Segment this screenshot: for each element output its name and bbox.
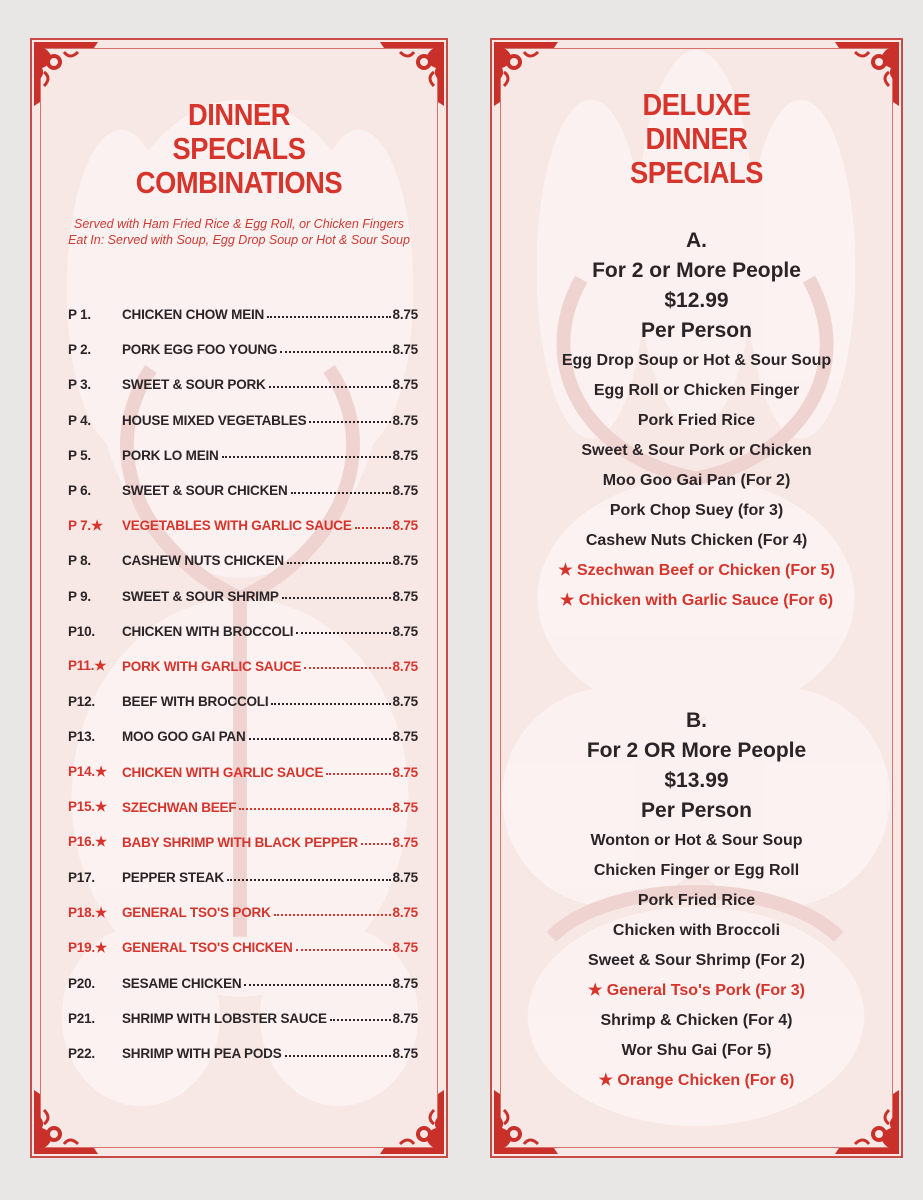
item-price: 8.75 xyxy=(392,623,418,639)
special-item: Wonton or Hot & Sour Soup xyxy=(590,832,803,849)
item-code: P 2. xyxy=(68,342,91,358)
title-line: SPECIALS xyxy=(172,131,306,166)
item-code: P21. xyxy=(68,1010,95,1026)
item-price: 8.75 xyxy=(392,483,418,499)
item-code: P 6. xyxy=(68,483,91,499)
menu-item-row xyxy=(68,790,418,825)
menu-item-row xyxy=(68,719,418,754)
title-line: DINNER xyxy=(645,121,748,156)
item-price: 8.75 xyxy=(392,729,418,745)
corner-ornament-icon xyxy=(835,1090,899,1154)
item-price: 8.75 xyxy=(392,447,418,463)
item-code: P14.★ xyxy=(68,764,107,780)
item-price: 8.75 xyxy=(392,518,418,534)
special-item: Egg Drop Soup or Hot & Sour Soup xyxy=(561,352,832,369)
dot-leader xyxy=(269,386,391,388)
item-name: SWEET & SOUR SHRIMP xyxy=(122,588,279,604)
item-name: SESAME CHICKEN xyxy=(122,975,242,991)
special-b xyxy=(492,706,901,1096)
menu-item-row xyxy=(68,1001,418,1036)
item-price: 8.75 xyxy=(392,1010,418,1026)
item-price: 8.75 xyxy=(392,377,418,393)
item-name: BEEF WITH BROCCOLI xyxy=(122,694,269,710)
special-b-items xyxy=(492,826,901,1096)
menu-item-row xyxy=(68,367,418,402)
item-name: SZECHWAN BEEF xyxy=(122,799,237,815)
item-code: P 3. xyxy=(68,377,91,393)
item-name: HOUSE MIXED VEGETABLES xyxy=(122,412,307,428)
special-label: A. xyxy=(686,229,707,252)
item-price: 8.75 xyxy=(392,975,418,991)
special-price: $12.99 xyxy=(664,289,729,312)
item-code: P15.★ xyxy=(68,799,107,815)
special-item: Egg Roll or Chicken Finger xyxy=(593,382,800,399)
special-per-person: Per Person xyxy=(641,799,752,822)
item-code: P 9. xyxy=(68,588,91,604)
dot-leader xyxy=(285,1055,391,1057)
dot-leader xyxy=(296,949,391,951)
menu-item-row xyxy=(68,473,418,508)
item-name: PORK LO MEIN xyxy=(122,447,219,463)
item-code: P22. xyxy=(68,1046,95,1062)
menu-item-row xyxy=(68,579,418,614)
dot-leader xyxy=(304,667,390,669)
special-item: Wor Shu Gai (For 5) xyxy=(621,1042,772,1059)
dot-leader xyxy=(267,316,390,318)
item-name: CHICKEN CHOW MEIN xyxy=(122,307,265,323)
item-code: P 1. xyxy=(68,307,91,323)
corner-ornament-icon xyxy=(380,1090,444,1154)
item-name: CASHEW NUTS CHICKEN xyxy=(122,553,284,569)
note-line: Eat In: Served with Soup, Egg Drop Soup or Hot & Sour Soup xyxy=(68,233,410,247)
special-item: ★ Szechwan Beef or Chicken (For 5) xyxy=(558,562,835,579)
special-item: Sweet & Sour Pork or Chicken xyxy=(581,442,812,459)
corner-ornament-icon xyxy=(34,1090,98,1154)
dot-leader xyxy=(244,984,390,986)
item-code: P10. xyxy=(68,623,95,639)
item-name: SHRIMP WITH LOBSTER SAUCE xyxy=(122,1010,327,1026)
item-price: 8.75 xyxy=(392,799,418,815)
dot-leader xyxy=(326,773,390,775)
corner-ornament-icon xyxy=(494,1090,558,1154)
menu-item-row xyxy=(68,966,418,1001)
item-name: MOO GOO GAI PAN xyxy=(122,729,246,745)
deluxe-specials-panel xyxy=(490,38,903,1158)
special-item: ★ Chicken with Garlic Sauce (For 6) xyxy=(559,592,834,609)
dot-leader xyxy=(361,843,391,845)
corner-ornament-icon xyxy=(34,42,98,106)
title-line: COMBINATIONS xyxy=(135,165,343,200)
dot-leader xyxy=(355,527,391,529)
item-price: 8.75 xyxy=(392,307,418,323)
menu-item-row xyxy=(68,860,418,895)
item-name: CHICKEN WITH BROCCOLI xyxy=(122,623,294,639)
dot-leader xyxy=(274,914,391,916)
menu-item-row xyxy=(68,614,418,649)
menu-item-row xyxy=(68,930,418,965)
item-price: 8.75 xyxy=(392,1046,418,1062)
item-price: 8.75 xyxy=(392,694,418,710)
dot-leader xyxy=(296,632,390,634)
dinner-specials-title xyxy=(32,98,446,200)
item-name: VEGETABLES WITH GARLIC SAUCE xyxy=(122,518,352,534)
combination-list xyxy=(68,297,418,1071)
item-code: P12. xyxy=(68,694,95,710)
dot-leader xyxy=(239,808,390,810)
item-name: PEPPER STEAK xyxy=(122,870,224,886)
item-price: 8.75 xyxy=(392,588,418,604)
item-code: P 7.★ xyxy=(68,517,103,533)
dot-leader xyxy=(222,456,391,458)
dot-leader xyxy=(330,1019,391,1021)
deluxe-specials-title xyxy=(492,88,901,190)
dot-leader xyxy=(280,351,390,353)
item-name: SWEET & SOUR PORK xyxy=(122,377,266,393)
item-code: P20. xyxy=(68,975,95,991)
dot-leader xyxy=(227,879,391,881)
title-line: SPECIALS xyxy=(630,155,763,190)
special-people: For 2 or More People xyxy=(592,259,801,282)
menu-item-row xyxy=(68,895,418,930)
special-item: Cashew Nuts Chicken (For 4) xyxy=(585,532,808,549)
special-per-person: Per Person xyxy=(641,319,752,342)
special-item: Pork Fried Rice xyxy=(637,412,756,429)
item-name: CHICKEN WITH GARLIC SAUCE xyxy=(122,764,324,780)
menu-item-row xyxy=(68,508,418,543)
menu-item-row xyxy=(68,332,418,367)
dot-leader xyxy=(282,597,391,599)
special-item: Pork Chop Suey (for 3) xyxy=(609,502,784,519)
menu-item-row xyxy=(68,403,418,438)
item-name: SWEET & SOUR CHICKEN xyxy=(122,483,288,499)
item-code: P16.★ xyxy=(68,834,107,850)
item-code: P 5. xyxy=(68,447,91,463)
item-price: 8.75 xyxy=(392,940,418,956)
served-with-note xyxy=(32,216,446,248)
item-price: 8.75 xyxy=(392,905,418,921)
menu-item-row xyxy=(68,684,418,719)
item-name: GENERAL TSO'S CHICKEN xyxy=(122,940,293,956)
special-item: Shrimp & Chicken (For 4) xyxy=(600,1012,793,1029)
item-price: 8.75 xyxy=(392,834,418,850)
menu-item-row xyxy=(68,438,418,473)
corner-ornament-icon xyxy=(380,42,444,106)
item-code: P19.★ xyxy=(68,939,107,955)
item-code: P 8. xyxy=(68,553,91,569)
dot-leader xyxy=(291,492,391,494)
special-item: Chicken Finger or Egg Roll xyxy=(593,862,800,879)
item-price: 8.75 xyxy=(392,412,418,428)
special-item: ★ Orange Chicken (For 6) xyxy=(598,1072,795,1089)
item-name: BABY SHRIMP WITH BLACK PEPPER xyxy=(122,834,358,850)
special-item: Sweet & Sour Shrimp (For 2) xyxy=(588,952,805,969)
menu-item-row xyxy=(68,649,418,684)
special-item: ★ General Tso's Pork (For 3) xyxy=(587,982,805,999)
item-code: P11.★ xyxy=(68,658,107,674)
title-line: DELUXE xyxy=(642,87,751,122)
special-item: Moo Goo Gai Pan (For 2) xyxy=(602,472,791,489)
special-label: B. xyxy=(686,709,707,732)
item-code: P13. xyxy=(68,729,95,745)
item-price: 8.75 xyxy=(392,658,418,674)
item-price: 8.75 xyxy=(392,553,418,569)
special-item: Chicken with Broccoli xyxy=(612,922,781,939)
special-item: Pork Fried Rice xyxy=(637,892,756,909)
special-people: For 2 OR More People xyxy=(586,739,807,762)
title-line: DINNER xyxy=(188,97,290,132)
item-price: 8.75 xyxy=(392,764,418,780)
item-price: 8.75 xyxy=(392,870,418,886)
dot-leader xyxy=(271,703,390,705)
note-line: Served with Ham Fried Rice & Egg Roll, or Chicken Fingers xyxy=(74,217,404,231)
menu-item-row xyxy=(68,754,418,789)
menu-item-row xyxy=(68,1036,418,1071)
menu-item-row xyxy=(68,543,418,578)
menu-item-row xyxy=(68,825,418,860)
item-name: PORK WITH GARLIC SAUCE xyxy=(122,658,302,674)
dot-leader xyxy=(287,562,391,564)
item-name: GENERAL TSO'S PORK xyxy=(122,905,271,921)
item-code: P 4. xyxy=(68,412,91,428)
item-name: PORK EGG FOO YOUNG xyxy=(122,342,278,358)
item-price: 8.75 xyxy=(392,342,418,358)
menu-item-row xyxy=(68,297,418,332)
special-a-items xyxy=(492,346,901,616)
dot-leader xyxy=(309,421,390,423)
dot-leader xyxy=(249,738,391,740)
item-name: SHRIMP WITH PEA PODS xyxy=(122,1046,282,1062)
item-code: P18.★ xyxy=(68,904,107,920)
special-price: $13.99 xyxy=(664,769,729,792)
special-a xyxy=(492,226,901,616)
dinner-specials-panel xyxy=(30,38,448,1158)
item-code: P17. xyxy=(68,870,95,886)
